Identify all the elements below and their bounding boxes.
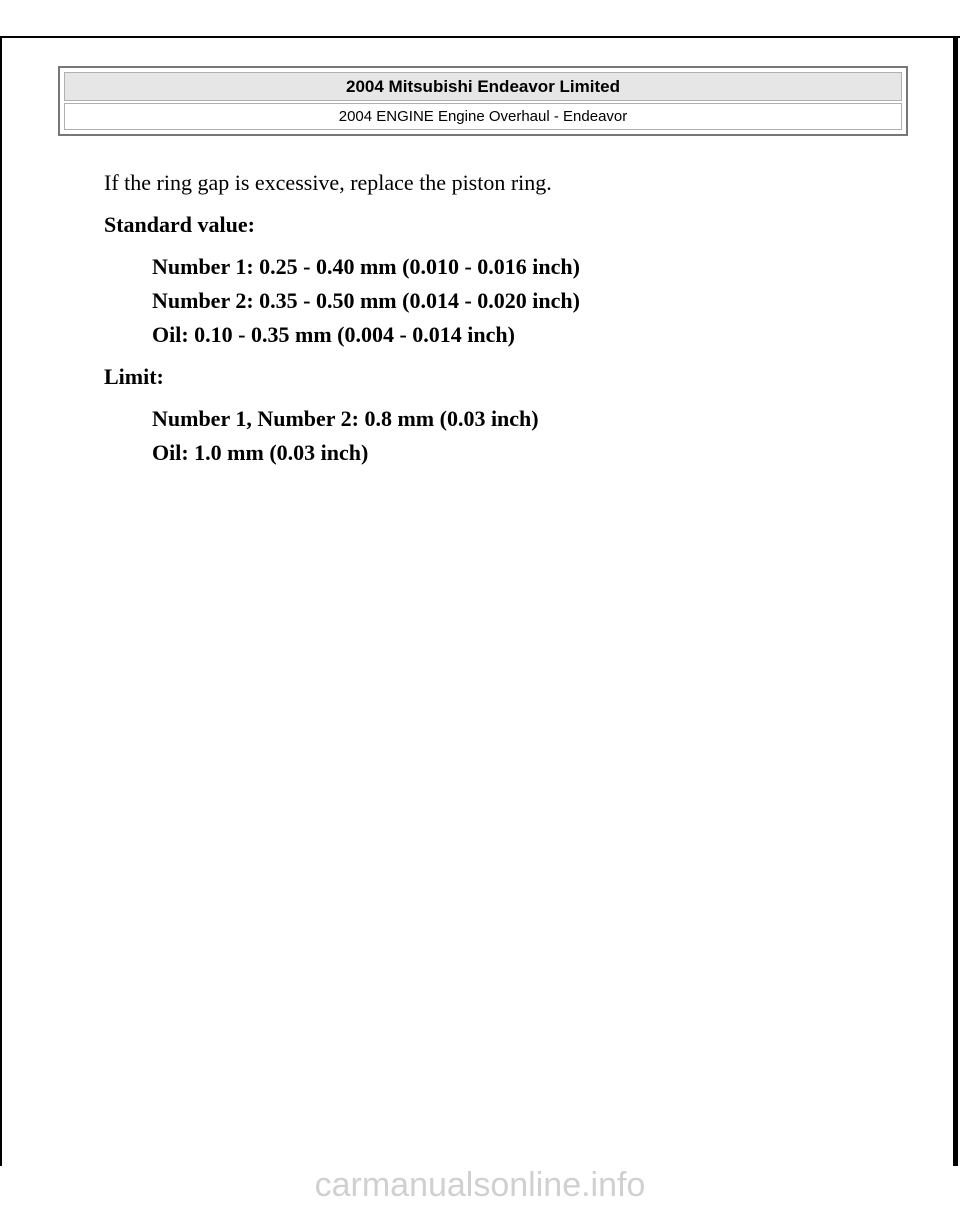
document-header bbox=[58, 66, 908, 136]
page-border-right bbox=[953, 36, 958, 1166]
watermark-footer: carmanualsonline.info bbox=[314, 1166, 646, 1204]
page-border-left bbox=[0, 36, 2, 1166]
limit-label: Limit: bbox=[104, 364, 164, 389]
header-subtitle: 2004 ENGINE Engine Overhaul - Endeavor bbox=[64, 103, 902, 130]
header-title: 2004 Mitsubishi Endeavor Limited bbox=[64, 72, 902, 101]
limit-value-item: Oil: 1.0 mm (0.03 inch) bbox=[152, 440, 369, 465]
standard-value-item: Oil: 0.10 - 0.35 mm (0.004 - 0.014 inch) bbox=[152, 322, 515, 347]
limit-value-item: Number 1, Number 2: 0.8 mm (0.03 inch) bbox=[152, 406, 539, 431]
page-border-top bbox=[0, 36, 960, 38]
standard-value-item: Number 1: 0.25 - 0.40 mm (0.010 - 0.016 inch) bbox=[152, 254, 580, 279]
intro-paragraph: If the ring gap is excessive, replace the piston ring. bbox=[104, 170, 552, 195]
standard-value-item: Number 2: 0.35 - 0.50 mm (0.014 - 0.020 inch) bbox=[152, 288, 580, 313]
standard-value-list bbox=[152, 250, 924, 352]
document-body bbox=[104, 166, 924, 478]
standard-value-label: Standard value: bbox=[104, 212, 255, 237]
limit-value-list bbox=[152, 402, 924, 470]
